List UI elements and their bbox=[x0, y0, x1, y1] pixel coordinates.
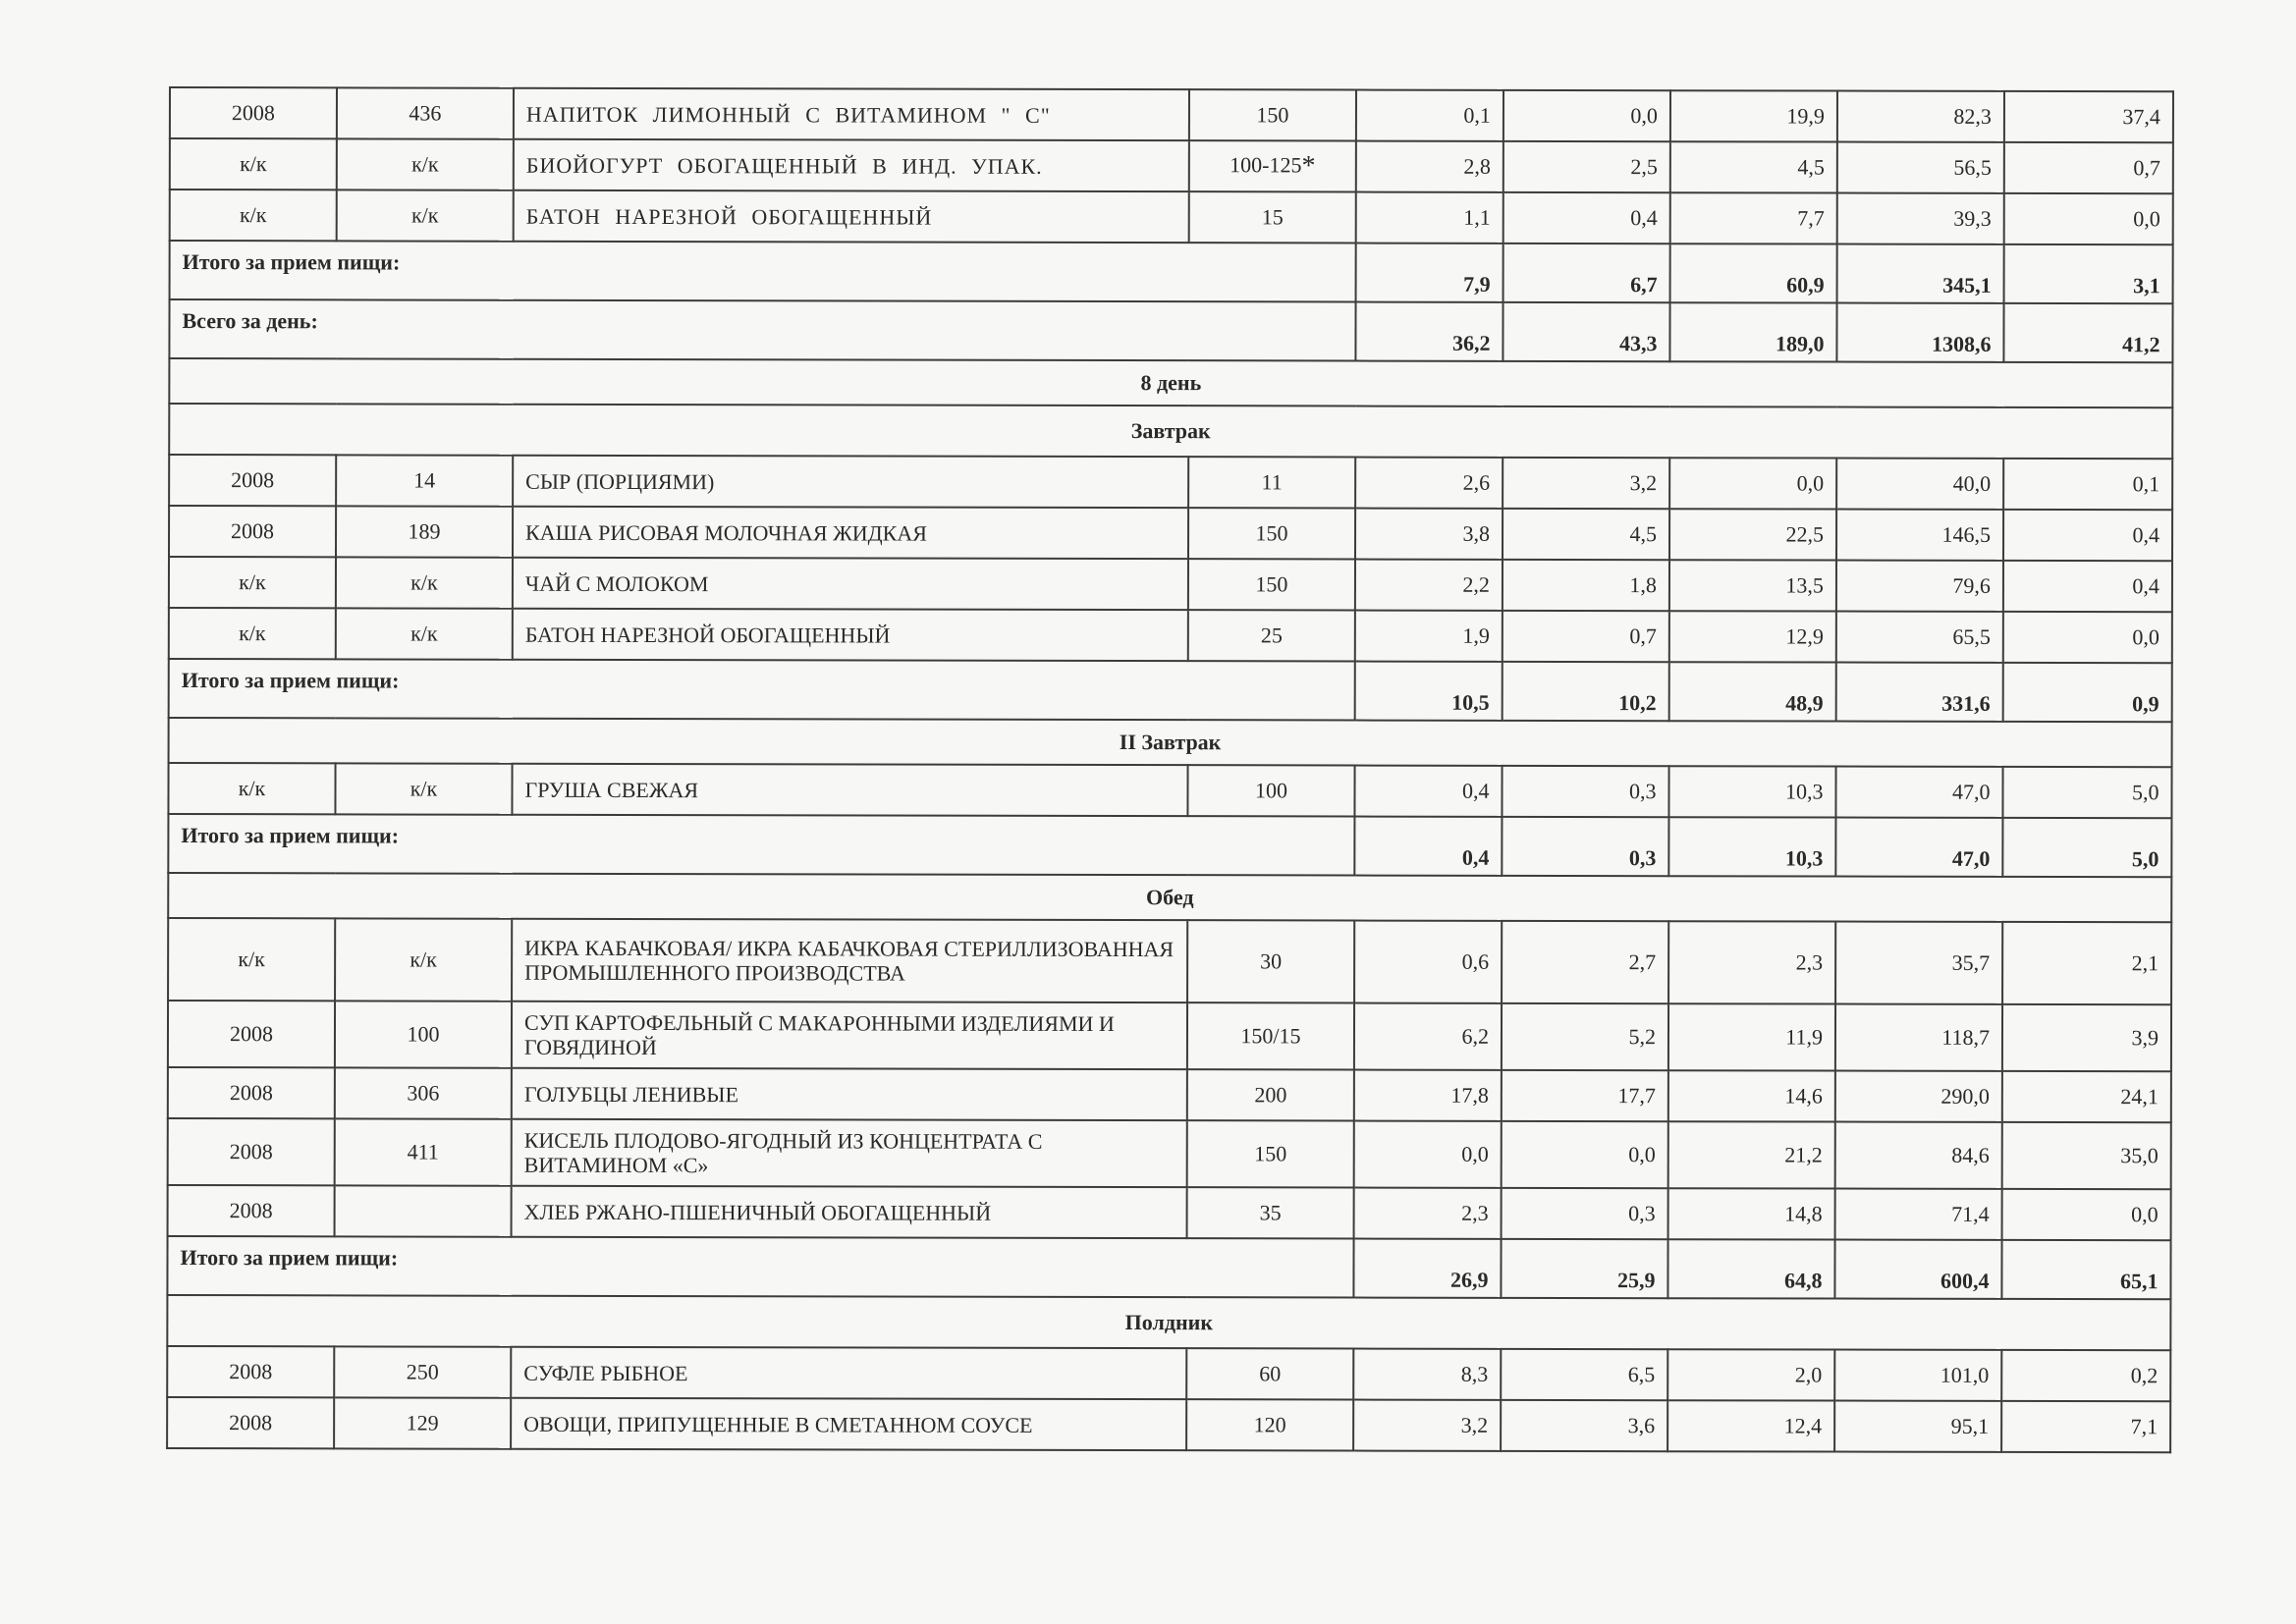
nutrient-value-cell: 2,2 bbox=[1355, 560, 1503, 611]
portion-cell bbox=[1187, 1120, 1354, 1187]
nutrient-value-cell: 2,3 bbox=[1668, 921, 1835, 1003]
total-value-cell: 43,3 bbox=[1503, 302, 1669, 361]
total-value-cell: 48,9 bbox=[1669, 662, 1836, 721]
nutrient-value-cell: 0,0 bbox=[2002, 1189, 2171, 1240]
nutrient-value-cell: 17,7 bbox=[1502, 1070, 1668, 1121]
nutrient-value-cell: 3,8 bbox=[1355, 509, 1503, 560]
portion-cell bbox=[1189, 191, 1356, 243]
total-value-cell: 10,5 bbox=[1355, 662, 1503, 721]
total-value-cell: 65,1 bbox=[2001, 1240, 2170, 1299]
dish-row bbox=[168, 1118, 2171, 1189]
nutrient-value-cell: 0,1 bbox=[1356, 90, 1503, 141]
nutrient-value-cell: 14,8 bbox=[1668, 1188, 1835, 1239]
nutrient-value-cell: 39,3 bbox=[1837, 193, 2004, 244]
nutrient-value-cell: 11,9 bbox=[1668, 1003, 1835, 1070]
nutrient-value-cell: 13,5 bbox=[1669, 560, 1836, 611]
total-value-cell: 189,0 bbox=[1669, 302, 1836, 361]
nutrient-value-cell: 2,3 bbox=[1354, 1188, 1502, 1239]
year-cell: к/к bbox=[169, 608, 336, 659]
section-title-cell: Завтрак bbox=[169, 404, 2172, 459]
nutrient-value-cell: 82,3 bbox=[1837, 91, 2004, 142]
nutrient-value-cell: 3,9 bbox=[2002, 1004, 2171, 1071]
nutrient-value-cell: 12,9 bbox=[1669, 611, 1836, 662]
dish-name-cell: ГРУША СВЕЖАЯ bbox=[512, 764, 1187, 816]
nutrient-value-cell: 0,0 bbox=[2003, 612, 2172, 663]
portion-value: 30 bbox=[1260, 948, 1283, 974]
portion-value: 150 bbox=[1255, 571, 1288, 597]
nutrient-value-cell: 56,5 bbox=[1837, 142, 2004, 193]
nutrient-value-cell: 40,0 bbox=[1836, 459, 2003, 510]
nutrient-value-cell: 4,5 bbox=[1503, 509, 1669, 560]
dish-row bbox=[168, 1185, 2171, 1240]
nutrient-value-cell: 37,4 bbox=[2004, 91, 2173, 142]
portion-cell bbox=[1186, 1399, 1353, 1450]
total-value-cell: 0,9 bbox=[2003, 663, 2172, 722]
dish-row bbox=[170, 189, 2173, 244]
nutrient-value-cell: 71,4 bbox=[1835, 1189, 2002, 1240]
nutrient-value-cell: 10,3 bbox=[1668, 766, 1835, 817]
nutrient-value-cell: 3,2 bbox=[1353, 1400, 1501, 1451]
portion-cell bbox=[1189, 140, 1356, 191]
nutrient-value-cell: 7,7 bbox=[1670, 192, 1837, 244]
dish-name-cell: ИКРА КАБАЧКОВАЯ/ ИКРА КАБАЧКОВАЯ СТЕРИЛЛИЗОВАННАЯ ПРОМЫШЛЕННОГО ПРОИЗВОДСТВА bbox=[512, 919, 1187, 1002]
portion-cell bbox=[1187, 765, 1354, 816]
nutrient-value-cell: 146,5 bbox=[1836, 510, 2003, 561]
nutrient-value-cell: 95,1 bbox=[1834, 1401, 2001, 1452]
total-value-cell: 26,9 bbox=[1353, 1239, 1501, 1298]
portion-cell bbox=[1189, 89, 1356, 140]
nutrient-value-cell: 0,3 bbox=[1502, 766, 1668, 817]
total-value-cell: 64,8 bbox=[1667, 1239, 1834, 1298]
dish-name-cell: ГОЛУБЦЫ ЛЕНИВЫЕ bbox=[512, 1068, 1187, 1120]
total-value-cell: 6,7 bbox=[1503, 244, 1670, 302]
nutrient-value-cell: 0,4 bbox=[1354, 766, 1502, 817]
section-title-cell: Обед bbox=[168, 873, 2171, 922]
nutrient-value-cell: 79,6 bbox=[1836, 561, 2003, 612]
year-cell: 2008 bbox=[167, 1397, 334, 1448]
nutrient-value-cell: 0,3 bbox=[1502, 1188, 1668, 1239]
nutrient-value-cell: 0,2 bbox=[2001, 1350, 2170, 1401]
year-cell: к/к bbox=[170, 189, 337, 241]
recipe-number-cell: 129 bbox=[334, 1397, 511, 1448]
dish-name-cell: ХЛЕБ РЖАНО-ПШЕНИЧНЫЙ ОБОГАЩЕННЫЙ bbox=[512, 1186, 1187, 1238]
dish-row bbox=[168, 1067, 2171, 1122]
nutrient-value-cell: 0,7 bbox=[1503, 611, 1669, 662]
portion-cell bbox=[1188, 610, 1355, 661]
section-header-row bbox=[168, 873, 2171, 922]
nutrient-value-cell: 0,0 bbox=[1354, 1121, 1502, 1188]
nutrient-value-cell: 47,0 bbox=[1835, 767, 2002, 818]
nutrient-value-cell: 0,0 bbox=[1503, 90, 1670, 141]
portion-value: 15 bbox=[1261, 204, 1284, 230]
total-value-cell: 25,9 bbox=[1501, 1239, 1667, 1298]
nutrient-value-cell: 0,4 bbox=[2003, 561, 2172, 612]
year-cell: 2008 bbox=[170, 87, 337, 138]
portion-value: 100 bbox=[1254, 778, 1288, 803]
portion-value: 200 bbox=[1254, 1082, 1287, 1108]
dish-name-cell: НАПИТОК ЛИМОННЫЙ С ВИТАМИНОМ " С" bbox=[514, 88, 1189, 140]
total-label-cell: Итого за прием пищи: bbox=[167, 1236, 1353, 1298]
nutrient-value-cell: 19,9 bbox=[1670, 90, 1837, 141]
dish-row bbox=[170, 138, 2173, 193]
total-value-cell: 0,4 bbox=[1354, 817, 1502, 876]
nutrient-value-cell: 2,5 bbox=[1503, 141, 1670, 192]
nutrient-value-cell: 84,6 bbox=[1835, 1122, 2002, 1189]
portion-cell bbox=[1188, 457, 1355, 508]
portion-cell bbox=[1188, 559, 1355, 610]
nutrient-value-cell: 35,0 bbox=[2002, 1122, 2171, 1189]
section-header-row bbox=[167, 1295, 2170, 1350]
nutrient-value-cell: 14,6 bbox=[1668, 1070, 1835, 1121]
total-label-cell: Всего за день: bbox=[169, 299, 1355, 361]
year-cell: к/к bbox=[170, 138, 337, 189]
dish-row bbox=[168, 1001, 2171, 1071]
nutrient-value-cell: 5,2 bbox=[1502, 1003, 1668, 1070]
total-row bbox=[168, 814, 2171, 877]
recipe-number-cell: к/к bbox=[337, 189, 514, 241]
nutrient-value-cell: 2,1 bbox=[2002, 922, 2171, 1004]
total-value-cell: 345,1 bbox=[1837, 244, 2004, 303]
recipe-number-cell bbox=[335, 1185, 512, 1236]
portion-value: 150 bbox=[1255, 520, 1288, 546]
nutrient-value-cell: 290,0 bbox=[1835, 1071, 2002, 1122]
nutrient-value-cell: 0,4 bbox=[1503, 192, 1670, 244]
dish-name-cell: СЫР (ПОРЦИЯМИ) bbox=[513, 456, 1188, 508]
menu-table bbox=[166, 86, 2174, 1453]
nutrient-value-cell: 5,0 bbox=[2002, 767, 2171, 818]
nutrient-value-cell: 1,1 bbox=[1356, 192, 1503, 244]
dish-row bbox=[168, 763, 2171, 818]
year-cell: 2008 bbox=[167, 1346, 334, 1397]
portion-value: 100-125 bbox=[1230, 152, 1302, 178]
year-cell: 2008 bbox=[168, 1067, 335, 1118]
recipe-number-cell: 250 bbox=[334, 1346, 511, 1397]
total-row bbox=[167, 1236, 2170, 1299]
year-cell: 2008 bbox=[168, 1001, 335, 1067]
nutrient-value-cell: 2,7 bbox=[1502, 921, 1668, 1003]
dish-row bbox=[169, 557, 2172, 612]
portion-cell bbox=[1187, 1002, 1354, 1069]
section-header-row bbox=[169, 358, 2172, 407]
portion-cell bbox=[1186, 1348, 1353, 1399]
portion-value: 25 bbox=[1260, 623, 1283, 648]
portion-cell bbox=[1187, 1069, 1354, 1120]
total-value-cell: 60,9 bbox=[1670, 244, 1837, 302]
total-label-cell: Итого за прием пищи: bbox=[170, 241, 1356, 302]
total-row bbox=[169, 659, 2172, 722]
dish-row bbox=[167, 1397, 2170, 1452]
total-value-cell: 600,4 bbox=[1834, 1240, 2001, 1299]
dish-name-cell: ЧАЙ С МОЛОКОМ bbox=[513, 558, 1188, 610]
portion-cell bbox=[1187, 920, 1354, 1002]
nutrient-value-cell: 1,8 bbox=[1503, 560, 1669, 611]
total-value-cell: 1308,6 bbox=[1836, 303, 2003, 362]
dish-name-cell: БИОЙОГУРТ ОБОГАЩЕННЫЙ В ИНД. УПАК. bbox=[514, 139, 1189, 191]
dish-row bbox=[169, 608, 2172, 663]
total-value-cell: 10,2 bbox=[1503, 662, 1669, 721]
dish-name-cell: СУП КАРТОФЕЛЬНЫЙ С МАКАРОННЫМИ ИЗДЕЛИЯМИ И ГОВЯДИНОЙ bbox=[512, 1001, 1187, 1069]
dish-name-cell: БАТОН НАРЕЗНОЙ ОБОГАЩЕННЫЙ bbox=[513, 609, 1188, 661]
dish-name-cell: КИСЕЛЬ ПЛОДОВО-ЯГОДНЫЙ ИЗ КОНЦЕНТРАТА С ВИТАМИНОМ «С» bbox=[512, 1119, 1187, 1187]
total-value-cell: 10,3 bbox=[1668, 817, 1835, 876]
total-value-cell: 0,3 bbox=[1502, 817, 1668, 876]
total-value-cell: 36,2 bbox=[1355, 302, 1503, 361]
total-label-cell: Итого за прием пищи: bbox=[168, 814, 1354, 876]
recipe-number-cell: 189 bbox=[336, 506, 513, 557]
dish-name-cell: СУФЛЕ РЫБНОЕ bbox=[511, 1347, 1186, 1399]
total-row bbox=[169, 299, 2172, 362]
dish-row bbox=[167, 1346, 2170, 1401]
nutrient-value-cell: 0,4 bbox=[2003, 510, 2172, 561]
nutrient-value-cell: 0,0 bbox=[2004, 193, 2173, 244]
nutrient-value-cell: 0,0 bbox=[1669, 458, 1836, 509]
nutrient-value-cell: 21,2 bbox=[1668, 1121, 1835, 1188]
nutrient-value-cell: 7,1 bbox=[2001, 1401, 2170, 1452]
recipe-number-cell: 436 bbox=[337, 87, 514, 138]
section-header-row bbox=[169, 718, 2172, 767]
nutrient-value-cell: 6,2 bbox=[1354, 1003, 1502, 1070]
portion-value: 150/15 bbox=[1240, 1023, 1301, 1049]
recipe-number-cell: к/к bbox=[337, 138, 514, 189]
section-title-cell: 8 день bbox=[169, 358, 2172, 407]
nutrient-value-cell: 8,3 bbox=[1353, 1349, 1501, 1400]
recipe-number-cell: 411 bbox=[335, 1118, 512, 1185]
total-value-cell: 47,0 bbox=[1835, 818, 2002, 877]
dish-row bbox=[168, 918, 2171, 1004]
year-cell: 2008 bbox=[168, 1118, 335, 1185]
dish-name-cell: БАТОН НАРЕЗНОЙ ОБОГАЩЕННЫЙ bbox=[514, 190, 1189, 243]
nutrient-value-cell: 0,7 bbox=[2004, 142, 2173, 193]
nutrient-value-cell: 17,8 bbox=[1354, 1070, 1502, 1121]
recipe-number-cell: 14 bbox=[336, 455, 513, 506]
nutrient-value-cell: 3,6 bbox=[1501, 1400, 1667, 1451]
section-title-cell: Полдник bbox=[167, 1295, 2170, 1350]
nutrient-value-cell: 0,6 bbox=[1354, 921, 1502, 1003]
recipe-number-cell: 100 bbox=[335, 1001, 512, 1067]
year-cell: к/к bbox=[168, 918, 335, 1001]
year-cell: 2008 bbox=[168, 1185, 335, 1236]
total-value-cell: 331,6 bbox=[1836, 663, 2003, 722]
portion-cell bbox=[1188, 508, 1355, 559]
nutrient-value-cell: 0,0 bbox=[1502, 1121, 1668, 1188]
portion-value: 60 bbox=[1259, 1361, 1282, 1386]
nutrient-value-cell: 1,9 bbox=[1355, 611, 1503, 662]
portion-footnote-mark: * bbox=[1301, 150, 1316, 182]
year-cell: к/к bbox=[169, 557, 336, 608]
nutrient-value-cell: 24,1 bbox=[2002, 1071, 2171, 1122]
portion-cell bbox=[1187, 1187, 1354, 1238]
total-value-cell: 5,0 bbox=[2002, 818, 2171, 877]
nutrient-value-cell: 3,2 bbox=[1503, 458, 1669, 509]
dish-name-cell: ОВОЩИ, ПРИПУЩЕННЫЕ В СМЕТАННОМ СОУСЕ bbox=[511, 1398, 1186, 1450]
menu-table-body bbox=[167, 87, 2173, 1452]
portion-value: 120 bbox=[1253, 1412, 1286, 1437]
dish-row bbox=[169, 455, 2172, 510]
portion-value: 150 bbox=[1256, 102, 1289, 128]
portion-value: 150 bbox=[1254, 1141, 1287, 1166]
nutrient-value-cell: 118,7 bbox=[1835, 1004, 2002, 1071]
portion-value: 11 bbox=[1261, 469, 1283, 495]
nutrient-value-cell: 0,1 bbox=[2003, 459, 2172, 510]
section-header-row bbox=[169, 404, 2172, 459]
recipe-number-cell: 306 bbox=[335, 1067, 512, 1118]
recipe-number-cell: к/к bbox=[335, 763, 512, 814]
nutrient-value-cell: 2,6 bbox=[1355, 458, 1503, 509]
year-cell: 2008 bbox=[169, 506, 336, 557]
recipe-number-cell: к/к bbox=[336, 557, 513, 608]
dish-row bbox=[170, 87, 2173, 142]
nutrient-value-cell: 22,5 bbox=[1669, 509, 1836, 560]
nutrient-value-cell: 101,0 bbox=[1834, 1350, 2001, 1401]
nutrient-value-cell: 4,5 bbox=[1670, 141, 1837, 192]
year-cell: к/к bbox=[168, 763, 335, 814]
dish-name-cell: КАША РИСОВАЯ МОЛОЧНАЯ ЖИДКАЯ bbox=[513, 507, 1188, 559]
recipe-number-cell: к/к bbox=[336, 608, 513, 659]
recipe-number-cell: к/к bbox=[335, 918, 512, 1001]
total-value-cell: 41,2 bbox=[2003, 303, 2172, 362]
total-row bbox=[170, 241, 2173, 303]
section-title-cell: II Завтрак bbox=[169, 718, 2172, 767]
nutrient-value-cell: 35,7 bbox=[1835, 922, 2002, 1004]
nutrient-value-cell: 6,5 bbox=[1501, 1349, 1667, 1400]
dish-row bbox=[169, 506, 2172, 561]
total-value-cell: 3,1 bbox=[2004, 244, 2173, 303]
nutrient-value-cell: 2,8 bbox=[1356, 141, 1503, 192]
portion-value: 35 bbox=[1259, 1200, 1282, 1225]
nutrient-value-cell: 12,4 bbox=[1667, 1400, 1834, 1451]
total-label-cell: Итого за прием пищи: bbox=[169, 659, 1355, 721]
nutrient-value-cell: 2,0 bbox=[1667, 1349, 1834, 1400]
total-value-cell: 7,9 bbox=[1356, 244, 1503, 302]
year-cell: 2008 bbox=[169, 455, 336, 506]
nutrient-value-cell: 65,5 bbox=[1836, 612, 2003, 663]
